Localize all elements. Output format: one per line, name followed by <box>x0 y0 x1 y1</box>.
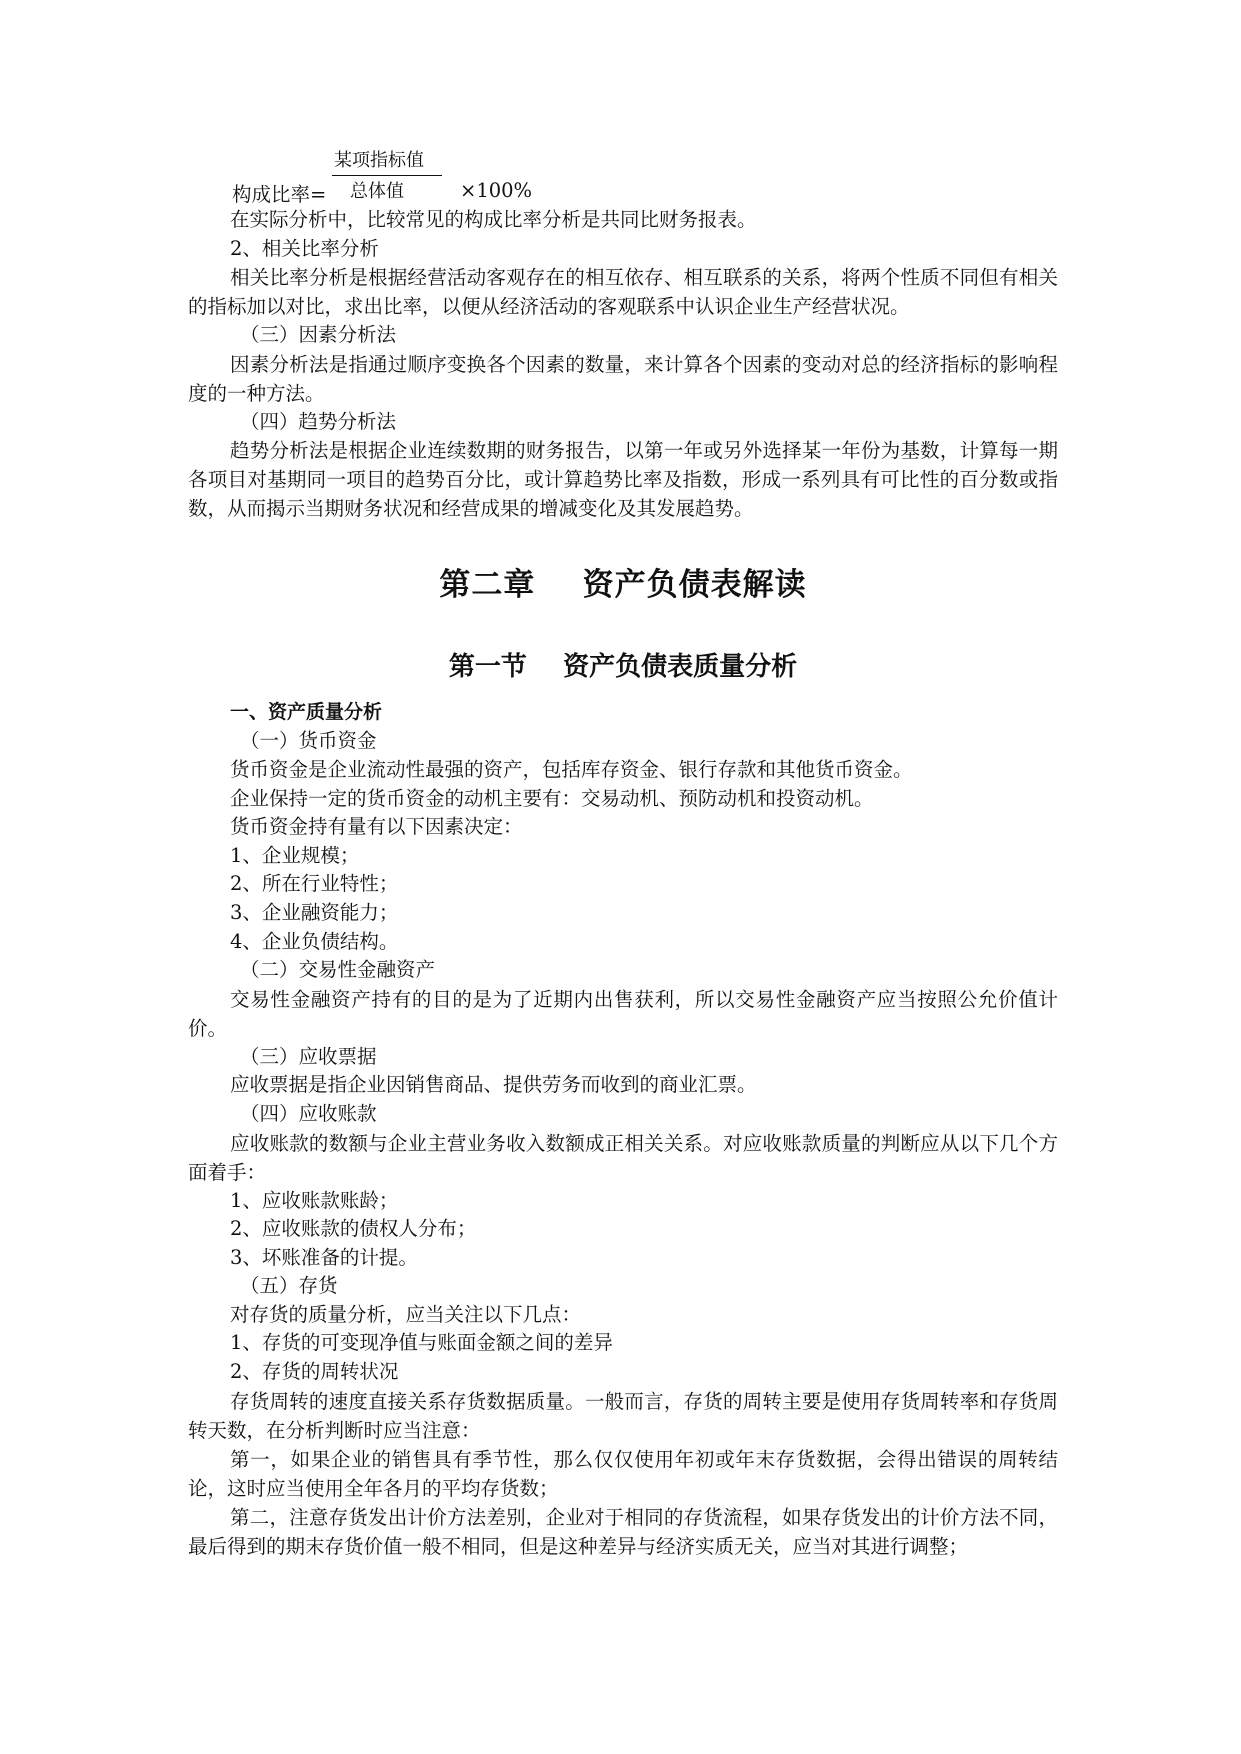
document-page <box>188 146 1058 1561</box>
text-line: 应收票据是指企业因销售商品、提供劳务而收到的商业汇票。 <box>230 1073 757 1097</box>
list-item: 2、存货的周转状况 <box>230 1360 399 1384</box>
list-item: 2、应收账款的债权人分布； <box>230 1217 477 1241</box>
list-item: 1、应收账款账龄； <box>230 1188 399 1212</box>
text-line: 企业保持一定的货币资金的动机主要有：交易动机、预防动机和投资动机。 <box>230 786 874 810</box>
list-item: 4、企业负债结构。 <box>230 929 399 953</box>
list-item: 1、存货的可变现净值与账面金额之间的差异 <box>230 1331 613 1355</box>
paragraph-accounts-receivable: 应收账款的数额与企业主营业务收入数额成正相关关系。对应收账款质量的判断应从以下几个方面着手： <box>188 1131 1058 1184</box>
paragraph-first-point: 第一，如果企业的销售具有季节性，那么仅仅使用年初或年末存货数据，会得出错误的周转结论，这时应当使用全年各月的平均存货数； <box>188 1447 1058 1500</box>
fraction-bar <box>332 175 442 176</box>
formula-lhs: 构成比率= <box>232 183 327 206</box>
chapter-title: 第二章 资产负债表解读 <box>439 567 807 604</box>
text-line: 在实际分析中，比较常见的构成比率分析是共同比财务报表。 <box>230 208 757 231</box>
list-item: 1、企业规模； <box>230 843 360 867</box>
list-item: 2、所在行业特性； <box>230 872 399 896</box>
heading-cash: （一）货币资金 <box>240 729 377 753</box>
heading-trend-analysis: （四）趋势分析法 <box>240 409 397 433</box>
heading-trading-assets: （二）交易性金融资产 <box>240 958 436 982</box>
heading-accounts-receivable: （四）应收账款 <box>240 1101 377 1125</box>
subheading-related-ratio: 2、相关比率分析 <box>230 236 379 260</box>
formula-denominator: 总体值 <box>350 181 404 202</box>
section-title: 第一节 资产负债表质量分析 <box>448 652 798 683</box>
heading-factor-analysis: （三）因素分析法 <box>240 323 397 347</box>
paragraph-trend-analysis: 趋势分析法是根据企业连续数期的财务报告，以第一年或另外选择某一年份为基数，计算每一期各项目对基期同一项目的趋势百分比，或计算趋势比率及指数，形成一系列具有可比性的百分数或指数，从而揭示当期财务状况和经营成果的增减变化及其发展趋势。 <box>188 439 1058 521</box>
paragraph-second-point: 第二，注意存货发出计价方法差别，企业对于相同的存货流程，如果存货发出的计价方法不同，最后得到的期末存货价值一般不相同，但是这种差异与经济实质无关，应当对其进行调整； <box>188 1505 1058 1558</box>
list-item: 3、企业融资能力； <box>230 900 399 924</box>
part-heading-asset-quality: 一、资产质量分析 <box>230 701 383 724</box>
heading-notes-receivable: （三）应收票据 <box>240 1044 377 1068</box>
paragraph-factor-analysis: 因素分析法是指通过顺序变换各个因素的数量，来计算各个因素的变动对总的经济指标的影响程度的一种方法。 <box>188 352 1058 405</box>
paragraph-inventory-turnover: 存货周转的速度直接关系存货数据质量。一般而言，存货的周转主要是使用存货周转率和存货周转天数，在分析判断时应当注意： <box>188 1389 1058 1442</box>
list-item: 3、坏账准备的计提。 <box>230 1245 418 1269</box>
paragraph-related-ratio: 相关比率分析是根据经营活动客观存在的相互依存、相互联系的关系，将两个性质不同但有相关的指标加以对比，求出比率，以便从经济活动的客观联系中认识企业生产经营状况。 <box>188 266 1058 319</box>
composition-ratio-formula <box>188 146 1058 206</box>
heading-inventory: （五）存货 <box>240 1274 338 1298</box>
formula-numerator: 某项指标值 <box>334 150 424 171</box>
formula-multiplier: ×100% <box>460 179 533 202</box>
text-line: 对存货的质量分析，应当关注以下几点： <box>230 1302 582 1326</box>
paragraph-trading-assets: 交易性金融资产持有的目的是为了近期内出售获利，所以交易性金融资产应当按照公允价值计价。 <box>188 987 1058 1040</box>
text-line: 货币资金持有量有以下因素决定： <box>230 815 523 839</box>
text-line: 货币资金是企业流动性最强的资产，包括库存资金、银行存款和其他货币资金。 <box>230 757 913 781</box>
